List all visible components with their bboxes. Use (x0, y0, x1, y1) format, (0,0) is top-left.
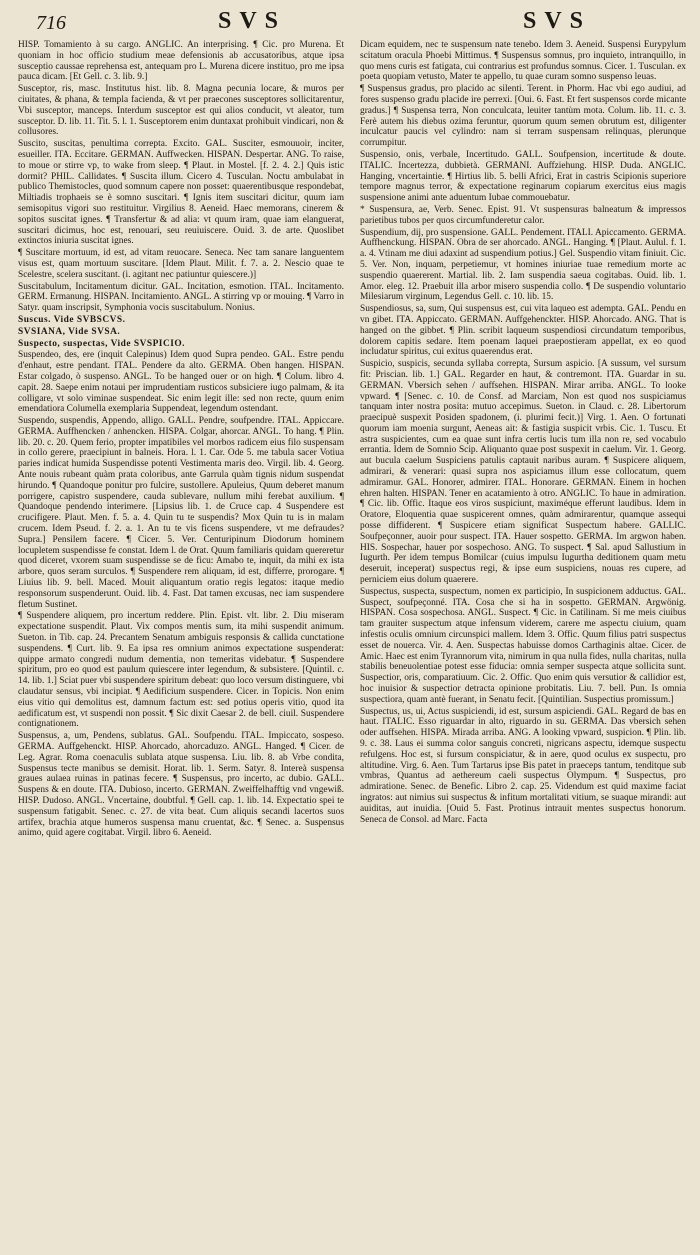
entry-paragraph: Suspendo, suspendis, Appendo, alligo. GALL. Pendre, soufpendre. ITAL. Appiccare. GERMA. Auffhencken / anhencken. HISPA. Colgar, ahorcar. ANGL. To hang. ¶ Plin. lib. 20. c. 20. Quem ferio, propter impatibiles vel morbos radicem eius filo suspensam in collo gerere, praecipiunt in balneis. Hora. l. 1. Car. Ode 5. me tabula sacer Votiua paries indicat humida Suspendisse potenti Vestimenta maris deo. Virgil. lib. 4. Georg. Ante nouis rubeant quàm prata coloribus, ante Garrula quàm tignis nidum suspendat hirundo. ¶ Quandoque ponitur pro fulcire, sustollere. Apuleius, Quum deberet manum porrigere, capistro suspendere, cauda sublevare, nullum mihi ferebat auxilium. ¶ Quandoque pendendo interimere. [Lipsius lib. 1. de Cruce cap. 4 Suspendere est crucifigere. Plaut. Men. f. 5. a. 4. Quin tu te suspendis? Mox Quin tu is in malam crucem. Idem Pseud. f. 2. a. 1. An tu te vis ficens suspendere, vt me defraudes? Supra.] Pensilem facere. ¶ Cicer. 5. Ver. Centuripinum Diodorum hominem locupletem suspendisse fe constat. Idem l. de Orat. Quum familiaris quidam quereretur quod diceret, vxorem suam suspendisse se de ficu: Amabo te, inquit, da mihi ex ista arbore, quos seram surculos. ¶ Suspendere rem aliquam, id est, differre, prorogare. ¶ Liuius lib. 9. bell. Maced. Mouit aliquantum oratio regis legatos: itaque medio responsorum suspenderunt. Ouid. lib. 4. Fast. Dat tamen excusas, nec iam suspendere fletum Sustinet. (18, 416, 344, 610)
entry-paragraph: Suspendium, dij, pro suspensione. GALL. Pendement. ITALI. Apiccamento. GERMA. Auffhenckung. HISPAN. Obra de ser ahorcado. ANGL. Hanging. ¶ [Plaut. Aulul. f. 1. a. 4. Vtinam me diui adaxint ad suspendium potius.] Gel. Suspendio vitam finiuit. Cic. 5. Ver. Non, inquam, perpetiemur, vt homines iniuriae tuae remedium morte ac suspendio quaererent. Martial. lib. 2. Iam suspendia saeua cogitabas. Ouid. lib. 1. Amor. eleg. 12. Praebuit illa arbor misero suspendia collo. ¶ De suspendio voluntario Milesiarum virginum, Legendus Gell. c. 10. lib. 15. (360, 227, 686, 303)
running-head-left: SVS (218, 8, 287, 34)
right-column (360, 40, 686, 1245)
entry-paragraph: Suspensus, a, um, Pendens, sublatus. GAL. Soufpendu. ITAL. Impiccato, sospeso. GERMA. Auffgehenckt. HISP. Ahorcado, ahorcaduzo. ANGL. Hanged. ¶ Cicer. de Leg. Agrar. Roma coenaculis sublata atque suspensa. Liu. lib. 8. ab Vrbe condita, Suspensus tecte manibus se demisit. Horat. lib. 1. Serm. Satyr. 8. Intereà suspensa graues aulaea ruinas in patinas fecere. ¶ Suspensus, pro incerto, ac dubio. GALL. Suspens & en doute. ITA. Dubioso, incerto. GERMAN. Zweiffelhafftig vnd vngewiß. HISP. Dudoso. ANGL. Vncertaine, doubtful. ¶ Gell. cap. 1. lib. 14. Expectatio spei te suspensum fatigabit. Senec. c. 27. de vita beat. Cum aliquis secandi lacertos suos artifex, brachia atque humeros suspensa manu cruentat, &c. ¶ Senec. a. Suspensus animo, quid agere cogitabat. Virgil. libro 6. Aeneid. (18, 731, 344, 839)
entry-paragraph: ¶ Suscitare mortuum, id est, ad vitam reuocare. Seneca. Nec tam sanare languentem visus est, quam mortuum suscitare. [Idem Plaut. Milit. f. 7. a. 2. Nescio quae te Scelestre, scelera suscitant. (i. agitant nec patiuntur quiescere.)] (18, 248, 344, 280)
page-header (18, 6, 686, 40)
entry-paragraph: Suspensio, onis, verbale, Incertitudo. GALL. Soufpension, incertitude & doute. ITALIC. Incertezza, dubbietà. GERMANI. Auffziehung. HISP. Duda. ANGLIC. Hanging, vncertaintie. ¶ Hirtius lib. 5. belli Africi, Erat in castris Scipionis superiore tempore magnus terror, & expectatione reginarum copiarum exercitus eius magis suspensione animi ante aduentum Iubae commouebatur. (360, 149, 686, 204)
entry-paragraph: Suspectus, us, ui, Actus suspiciendi, id est, sursum aspiciendi. GAL. Regard de bas en haut. ITALIC. Esso riguardar in alto, riguardo in su. GERMA. Das vbersich sehen oder auffsehen. HISPA. Mirada arriba. ANG. A looking vpward, suspicion. ¶ Plin. lib. 9. c. 38. Laus ei summa color sanguis concreti, nigricans aspectu, idemque suspectu refulgens. Hoc est, si fursum conspiciatur, & in aere, quod oculus ex suspectu, pro altitudine. Virg. 6. Aen. Tum Tartarus ipse Bis patet in praeceps tantum, tenditque sub vmbras, Quantus ad aethereum caeli suspectus Olympum. ¶ Suspectus, pro admiratione. Senec. de Benefic. Libro 2. cap. 25. Videndum est quid maxime faciat ingratos: aut nimius sui suspectus & infitum mortalitati vitium, se suaque mirandi: aut auiditas, aut inuidia. [Ouid 5. Fast. Protinus intrauit mentes suspectus honorum. Seneca de Consol. ad Marc. Facta (360, 706, 686, 825)
entry-paragraph: Suspendiosus, sa, sum, Qui suspensus est, cui vita laqueo est adempta. GAL. Pendu en vn gibet. ITA. Appiccato. GERMAN. Auffgehenckter. HISP. Ahorcado. ANG. That is hanged on the gibbet. ¶ Plin. scribit laqueum suspendiosi circundatum temporibus, dolorem capitis sedare. Item poenam laquei praepostieram appellat, ex eo quod includatur spiritus, cui exitus quaerendus erat. (360, 304, 686, 358)
entry-paragraph: ¶ Suspendere aliquem, pro incertum reddere. Plin. Epist. vlt. libr. 2. Diu miseram expectatione suspendit. Plaut. Vix compos mentis sum, ita mihi suspendit animum. Sueton. in Tib. cap. 24. Precantem Senatum ambiguis responsis & callida cunctatione suspendens. ¶ Curt. lib. 9. Ea ipsa res omnium animos expectatione suspenderat: quippe armato congredi nudum dementia, non temeritas videbatur. ¶ Suspendere spiritum, pro eo quod est paulum quiescere inter legendum, & subsistere. [Quintil. c. 14. lib. 1.] Sciat puer vbi suspendere spiritum debeat: quo loco versum distinguere, vbi claudatur sensus, vbi incipiat. ¶ Aedificium suspendere. Cicer. in Topicis. Non enim eius vitio qui demolitus est, damnum factum est: sed potius operis vitio, quod ita aedificatum est, vt suspendi non possit. ¶ Sic dixit Caesar 2. de bell. ciuil. Suspendere contignationem. (18, 611, 344, 730)
entry-paragraph: HISP. Tomamiento à su cargo. ANGLIC. An interprising. ¶ Cic. pro Murena. Et quoniam in hoc officio studium meae defensionis ab accusatoribus, atque ipsa susceptio caussae reprehensa est, antequam pro L. Murena dicere instituo, pro me ipsa pauca dicam. [Et Gell. c. 3. lib. 9.] (18, 40, 344, 83)
entry-crossref: SVSIANA, Vide SVSA. (18, 326, 121, 337)
entry-crossref: Suscus. Vide SVBSCVS. (18, 314, 126, 325)
entry-paragraph: ¶ Suspensus gradus, pro placido ac silenti. Terent. in Phorm. Hac vbi ego audiui, ad fores suspenso gradu placide ire perrexi. [Oui. 6. Fast. Et fert suspensos corde micante gradus.] ¶ Suspensa terra, Non conculcata, leuiter tantùm mota. Colum. lib. 11. c. 3. Ferè autem his diebus ozima feruntur, quorum quum semen obrutum est, diligenter inculcatur paucis vel cylindro: nam si terram suspensam relinquas, plerunque corrumpitur. (360, 84, 686, 149)
entry-paragraph: Dicam equidem, nec te suspensum nate tenebo. Idem 3. Aeneid. Suspensi Eurypylum scitatum oracula Phoebi Mittimus. ¶ Suspensus somnus, pro inquieto, intranquillo, in quo mens curis est fatigata, cui contrarius est profundus somnus. Cicer. 1. Tusculan. ex poeta quopiam vetusto, Mater te appello, tu quae curam somno suspenso leuas. (360, 40, 686, 83)
entry-crossref: Suspecto, suspectas, Vide SVSPICIO. (18, 338, 186, 349)
running-head-right: SVS (523, 8, 592, 34)
entry-paragraph: * Suspensura, ae, Verb. Senec. Epist. 91. Vt suspensuras balneatum & impressos parietibus tubos per quos circumfunderetur calor. (360, 204, 686, 226)
entry-paragraph: Suscitabulum, Incitamentum dicitur. GAL. Incitation, esmotion. ITAL. Incitamento. GERM. Ermanung. HISPAN. Incitamiento. ANGL. A stirring vp or mouing. ¶ Varro in Satyr. quam inscripsit, Symphonia vocis suscitabulum. Nonius. (18, 281, 344, 314)
entry-paragraph: Susceptor, ris, masc. Institutus hist. lib. 8. Magna pecunia locare, & muros per ciuitates, & phana, & templa facienda, & vt per praecones susceptores sollicitarentur, Vbi susceptor, manceps. Interdum susceptor est qui alios conducit, vt aleator, tum susceptor. D. lib. 11. Tit. 5. l. 1. Susceptorem enim duntaxat prohibuit vindicari, non & collusores. (18, 84, 344, 138)
entry-paragraph: Suscito, suscitas, penultima correpta. Excito. GAL. Susciter, esmouuoir, inciter, esueiller. ITA. Eccitare. GERMAN. Auffwecken. HISPAN. Despertar. ANG. To raise, to moue or stirre vp, to wake from sleep. ¶ Plaut. in Mostel. [f. 2. 4. 2.] Quis istic dormit? PHIL. Callidates. ¶ Suscita illum. Cicero 4. Tusculan. Noctu ambulabat in publico Themistocles, quod somnum capere non posset: quaerentibusque respondebat, Miltiadis trophaeis se è somno suscitari. ¶ Ignis item suscitari dicitur, quum iam semisopitus vigori suo restituitur. Virgilius 8. Aeneid. Haec memorans, cinerem & sopitos suscitat ignes. ¶ Transfertur & ad alia: vt quum iram, quae iam elanguerat, suscitari dicimus, hoc est, renouari, seu reuiuiscere. Ouid. 3. de arte. Quoslibet extinctos iniuria suscitat ignes. (18, 139, 344, 247)
entry-paragraph: Suspicio, suspicis, secunda syllaba correpta, Sursum aspicio. [A sussum, vel sursum fit: Priscian. lib. 1.] GAL. Regarder en haut, & contremont. ITA. Guardar in su. GERMAN. Vbersich sehen / auffsehen. HISPAN. Mirar arriba. ANGL. To looke vpward. ¶ [Senec. c. 10. de Consf. ad Marciam, Non est quod nos suspiciamus tanquam inter nostra posita: mutuo accepimus. Sueton. in Claud. c. 28. Libertorum praecipuè suspexit Posiden spadonem, (i. plurimi fecit.)] Virg. 1. Aen. O fortunati quorum iam moenia surgunt, Aeneas ait: & fastigia suspicit vrbis. Cic. 1. Tuscu. Et astra suspicientes, cum ea quae sunt infra certis lucis tum illa non re, sed vocabulo errantia. Idem de Somnio Scip. Aliquanto quae post suspexit in caelum. Vir. 1. Georg. aut bucula caelum Suspiciens patulis captauit naribus auram. ¶ Suspicere aliquem, admirari, & venerari: quasi supra nos aspiciamus illum esse collocatum, quem admiramur. GAL. Honorer, admirer. ITAL. Honorare. GERMAN. Einem in hochen ehren halten. HISPAN. Tener en acatamiento à otro. ANGLIC. To haue in admiration. ¶ Cic. lib. Offic. Itaque eos viros suspiciunt, maximéque efferunt laudibus. Idem in Oratore, Eloquentia quae suspicerent omnes, quàm admirarentur, quamque assequi posse diffiderent. ¶ Suspicere etiam significat Suspectum habere. GALLIC. Soufpeçonner, auoir pour suspect. ITA. Hauer sospetto. GERMA. Im argwon haben. HIS. Sospechar, hauer por sospechoso. ANG. To suspect. ¶ Sal. apud Sallustium in Iugurth. Per idem tempus Bomilcar (cuius impulsu Iugurtha deditionem quam metu deseruit, inceperat) suspectus regi, & ipse eum suspiciens, nouas res cupere, ad perniciem eius dolum quaerere. (360, 359, 686, 586)
left-column (18, 40, 344, 1245)
entry-paragraph: Suspendeo, des, ere (inquit Calepinus) Idem quod Supra pendeo. GAL. Estre pendu d'enhaut, estre pendant. ITAL. Pendere da alto. GERMA. Oben hangen. HISPAN. Estar colgado, ò suspenso. ANGL. To be hanged ouer or on high. ¶ Colum. libro 4. capit. 28. Saepe enim notaui per imprudentiam rusticos subsiciere iugo palmam, & ita colligare, vt solo viminae suspendeat. Sic enim legit ille: sed non recte, quum enim emendatiora Columella exemplaria Suppendeat, legendum ostendant. (18, 350, 344, 415)
page-number: 716 (36, 12, 66, 34)
entry-paragraph: Suspectus, suspecta, suspectum, nomen ex participio, In suspicionem adductus. GAL. Suspect, soufpeçonné. ITA. Cosa che si ha in sospetto. GERMAN. Argwönig. HISPAN. Cosa sospechosa. ANGL. Suspect. ¶ Cic. in Catilinam. Si me meis ciuibus tam grauiter suspectum atque infensum viderem, carere me aspectu ciuium, quam infestis oculis omnium circunspici mallem. Idem 3. Offic. Quum filius patri suspectus esset de nouerca. Vir. 4. Aen. Suspectas habuisse domos Carthaginis altae. Cicer. de Amic. Haec est enim Tyrannorum vita, nimirum in qua nulla fides, nulla charitas, nulla stabilis beneuolentiae potest esse fiducia: omnia semper suspecta atque sollicita sunt. Suspectior, oris, comparatiuum. Cic. 2. Offic. Quo enim quis versutior & callidior est, hoc inuisior & suspectior detracta opinione probitatis. Liu. 7. bell. Pun. Is omnia suspectiora, quam antè fuerant, in Senatu fecit. [Quintilian. Suspectius promissum.] (360, 586, 686, 705)
text-columns (18, 40, 686, 1245)
